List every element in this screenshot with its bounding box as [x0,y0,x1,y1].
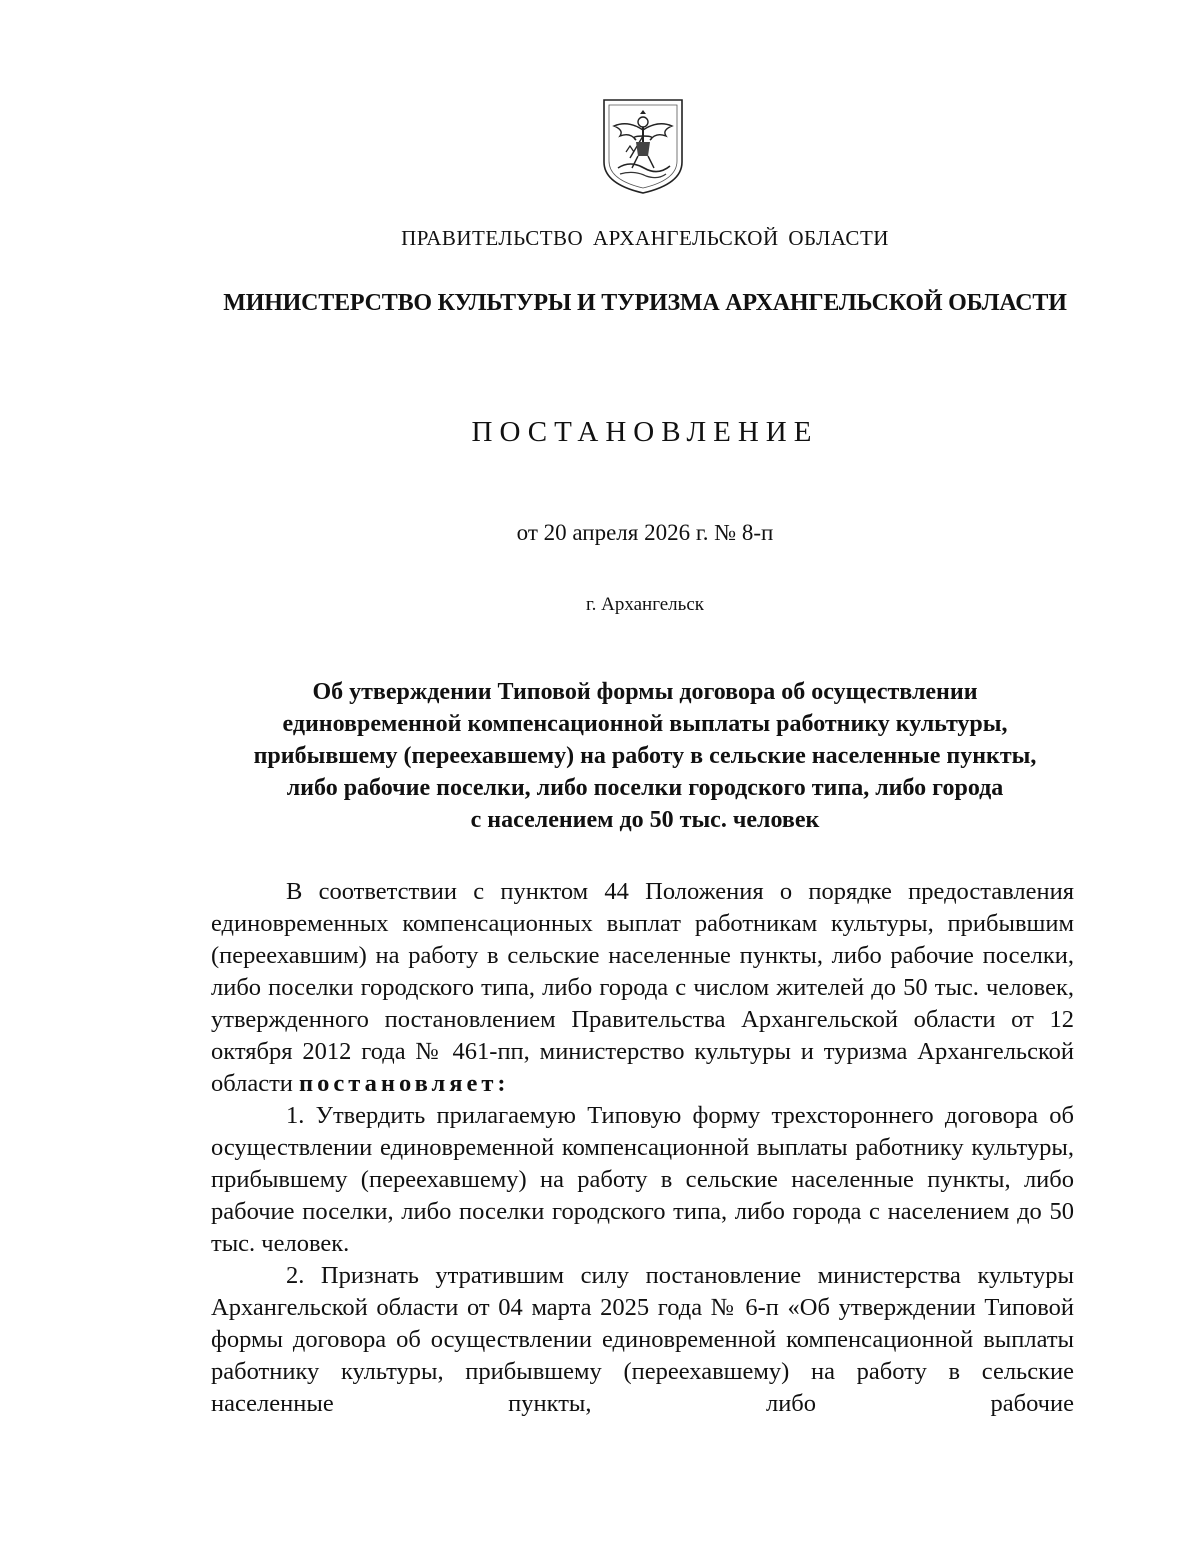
document-type: ПОСТАНОВЛЕНИЕ [471,416,819,448]
government-heading: ПРАВИТЕЛЬСТВО АРХАНГЕЛЬСКОЙ ОБЛАСТИ [401,226,889,250]
item-1-paragraph: 1. Утвердить прилагаемую Типовую форму трехстороннего договора об осуществлении единовременной компенсационной выплаты работнику культуры, прибывшему (переехавшему) на работу в сельские населенные пункты, либо рабочие поселки, либо поселки городского типа, либо города с населением до 50 тыс. человек. [211,1102,1074,1257]
document-body [211,876,1074,1420]
title-line: с населением до 50 тыс. человек [470,807,820,833]
item-2-paragraph: 2. Признать утратившим силу постановление министерства культуры Архангельской области от 04 марта 2025 года № 6-п «Об утверждении Типовой формы договора об осуществлении единовременной компенсационной выплаты работнику культуры, прибывшему (переехавшему) на работу в сельские населенные пункты, либо рабочие [211,1262,1074,1417]
title-line: либо рабочие поселки, либо поселки городского типа, либо города [286,775,1004,801]
coat-of-arms-emblem [600,96,686,196]
title-line: прибывшему (переехавшему) на работу в сельские населенные пункты, [253,743,1037,769]
date-and-number: от 20 апреля 2026 г. № 8-п [516,520,774,545]
city: г. Архангельск [585,594,704,615]
document-title [0,676,1200,836]
title-line: единовременной компенсационной выплаты работнику культуры, [282,711,1008,737]
preamble-paragraph [211,876,1074,1100]
decree-word: постановляет: [299,1070,510,1097]
title-line: Об утверждении Типовой формы договора об осуществлении [312,679,978,705]
preamble-text: В соответствии с пунктом 44 Положения о порядке предоставления единовременных компенсационных выплат работникам культуры, прибывшим (переехавшим) на работу в сельские населенные пункты, либо рабочие поселки, либо поселки городского типа, либо города с числом жителей до 50 тыс. человек, утвержденного постановлением Правительства Архангельской области от 12 октября 2012 года № 461-пп, министерство культуры и туризма Архангельской области [211,878,1074,1097]
ministry-heading: МИНИСТЕРСТВО КУЛЬТУРЫ И ТУРИЗМА АРХАНГЕЛЬСКОЙ ОБЛАСТИ [223,290,1067,316]
